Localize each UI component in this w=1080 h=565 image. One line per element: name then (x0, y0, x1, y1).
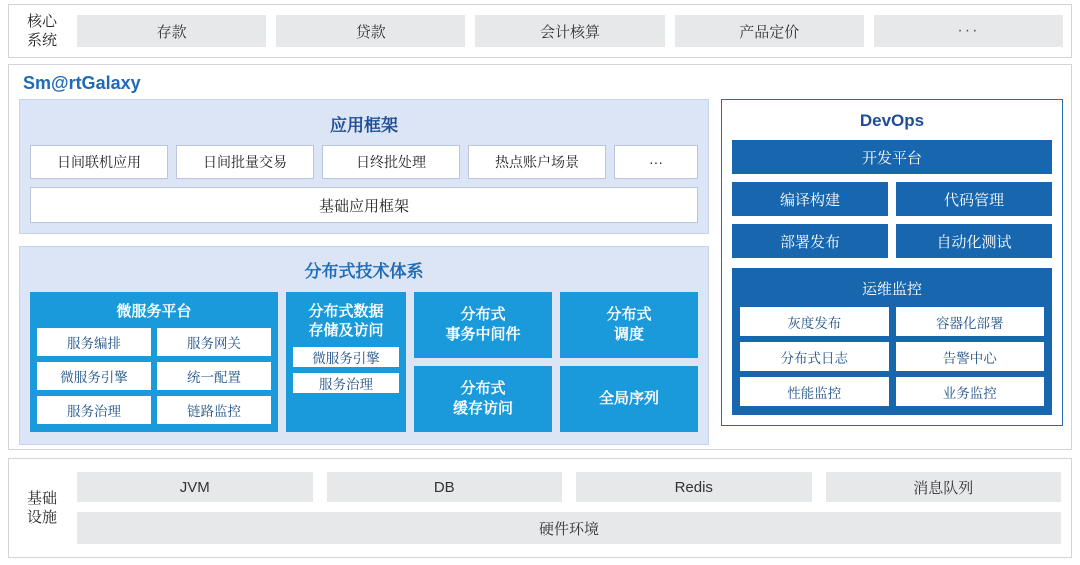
tile-global-sequence-line1: 全局序列 (598, 390, 659, 407)
core-system-item-loan[interactable]: 贷款 (276, 15, 465, 47)
core-system-item-deposit[interactable]: 存款 (77, 15, 266, 47)
ops-item-distributed-log[interactable]: 分布式日志 (740, 342, 889, 371)
infra-item-jvm[interactable]: JVM (77, 472, 313, 502)
devops-row-2 (732, 224, 1052, 258)
distributed-tech-block (19, 246, 709, 445)
infrastructure-items (77, 472, 1061, 502)
microservice-platform-items (37, 328, 271, 424)
tile-distributed-cache-line1: 分布式 (460, 380, 506, 397)
microservice-platform-title: 微服务平台 (116, 303, 192, 320)
core-system-item-accounting[interactable]: 会计核算 (475, 15, 664, 47)
application-framework-block (19, 99, 709, 234)
tile-distributed-cache[interactable] (414, 366, 552, 432)
app-item-eod-batch[interactable]: 日终批处理 (322, 145, 460, 179)
ms-item-gateway[interactable]: 服务网关 (157, 328, 271, 356)
ops-row-3 (740, 377, 1044, 406)
tile-distributed-cache-line2: 缓存访问 (452, 400, 513, 417)
application-framework-title: 应用框架 (330, 116, 398, 135)
distributed-storage-panel (286, 292, 406, 432)
devops-title: DevOps (859, 111, 925, 130)
ms-item-governance[interactable]: 服务治理 (37, 396, 151, 424)
ops-item-gray-release[interactable]: 灰度发布 (740, 307, 889, 336)
app-item-online[interactable]: 日间联机应用 (30, 145, 168, 179)
infra-item-db[interactable]: DB (327, 472, 563, 502)
core-systems-label-line1: 核心 (26, 13, 57, 30)
tile-distributed-transaction-line2: 事务中间件 (445, 326, 521, 343)
devops-block (721, 99, 1063, 426)
distributed-tiles-row-1 (414, 292, 698, 358)
tile-global-sequence[interactable] (560, 366, 698, 432)
ops-item-containerized-deploy[interactable]: 容器化部署 (896, 307, 1045, 336)
distributed-tiles-row-2 (414, 366, 698, 432)
infrastructure-label-line1: 基础 (26, 490, 57, 507)
tile-distributed-scheduling-line2: 调度 (613, 326, 644, 343)
devops-item-auto-test[interactable]: 自动化测试 (896, 224, 1052, 258)
storage-item-engine[interactable]: 微服务引擎 (293, 347, 399, 367)
distributed-storage-title-line2: 存储及访问 (308, 322, 384, 339)
infrastructure-label (9, 489, 75, 527)
ops-row-2 (740, 342, 1044, 371)
smartgalaxy-title: Sm@rtGalaxy (23, 73, 141, 93)
distributed-tech-grid (30, 292, 698, 432)
distributed-tech-title: 分布式技术体系 (304, 262, 424, 281)
core-systems-band (8, 4, 1072, 58)
core-system-item-more[interactable]: ··· (874, 15, 1063, 47)
ops-row-1 (740, 307, 1044, 336)
ms-item-config[interactable]: 统一配置 (157, 362, 271, 390)
microservice-row-1 (37, 328, 271, 356)
ops-item-alert-center[interactable]: 告警中心 (896, 342, 1045, 371)
app-item-batch-trade[interactable]: 日间批量交易 (176, 145, 314, 179)
tile-distributed-transaction-line1: 分布式 (460, 306, 506, 323)
devops-platform[interactable]: 开发平台 (732, 140, 1052, 174)
ms-item-tracing[interactable]: 链路监控 (157, 396, 271, 424)
core-systems-items (75, 15, 1071, 47)
ops-monitoring-title: 运维监控 (861, 281, 922, 298)
app-item-more[interactable]: ··· (614, 145, 698, 179)
ms-item-engine[interactable]: 微服务引擎 (37, 362, 151, 390)
application-framework-items (30, 145, 698, 179)
ms-item-orchestration[interactable]: 服务编排 (37, 328, 151, 356)
devops-item-code-management[interactable]: 代码管理 (896, 182, 1052, 216)
core-systems-label (9, 12, 75, 50)
galaxy-left-column (19, 99, 709, 445)
core-systems-label-line2: 系统 (26, 32, 57, 49)
tile-distributed-scheduling[interactable] (560, 292, 698, 358)
infrastructure-label-line2: 设施 (26, 509, 57, 526)
tile-distributed-scheduling-line1: 分布式 (606, 306, 652, 323)
infra-item-hardware[interactable]: 硬件环境 (77, 512, 1061, 544)
devops-item-deploy[interactable]: 部署发布 (732, 224, 888, 258)
distributed-storage-title (293, 298, 399, 347)
infrastructure-band (8, 458, 1072, 558)
devops-row-1 (732, 182, 1052, 216)
base-application-framework[interactable]: 基础应用框架 (30, 187, 698, 223)
distributed-storage-items (293, 347, 399, 393)
infra-item-message-queue[interactable]: 消息队列 (826, 472, 1062, 502)
microservice-row-2 (37, 362, 271, 390)
distributed-storage-title-line1: 分布式数据 (308, 303, 384, 320)
core-system-item-pricing[interactable]: 产品定价 (675, 15, 864, 47)
ops-item-performance-monitor[interactable]: 性能监控 (740, 377, 889, 406)
distributed-tiles (414, 292, 698, 432)
microservice-platform-panel (30, 292, 278, 432)
ops-item-business-monitor[interactable]: 业务监控 (896, 377, 1045, 406)
devops-item-build[interactable]: 编译构建 (732, 182, 888, 216)
infra-item-redis[interactable]: Redis (576, 472, 812, 502)
app-item-hot-account[interactable]: 热点账户场景 (468, 145, 606, 179)
infrastructure-body (75, 472, 1071, 544)
smartgalaxy-band (8, 64, 1072, 450)
tile-distributed-transaction[interactable] (414, 292, 552, 358)
ops-monitoring-panel (732, 268, 1052, 415)
storage-item-governance[interactable]: 服务治理 (293, 373, 399, 393)
microservice-row-3 (37, 396, 271, 424)
